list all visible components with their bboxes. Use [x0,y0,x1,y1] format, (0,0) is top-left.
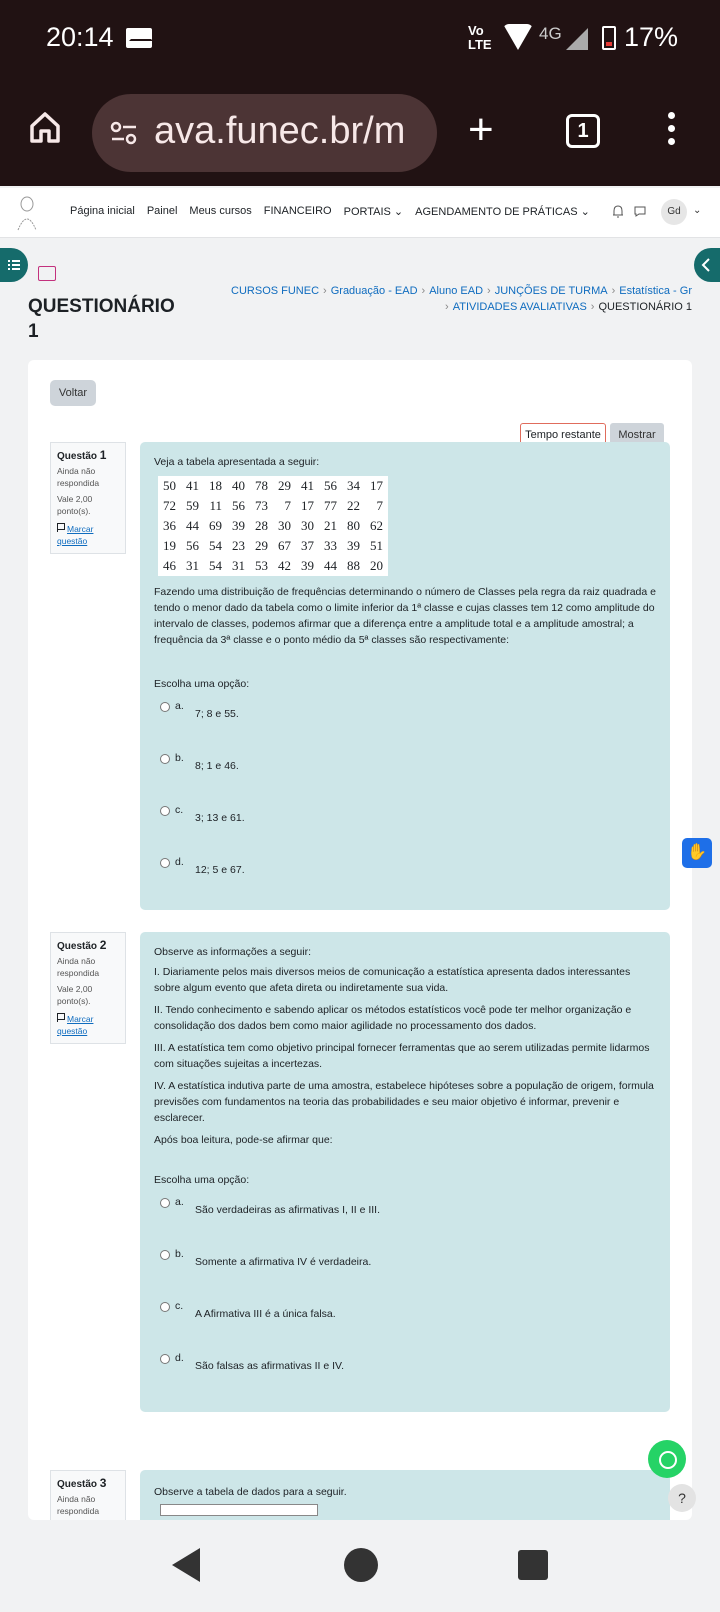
chevron-right-icon: › [487,285,491,297]
chevron-right-icon: › [323,285,327,297]
table-cell: 46 [163,558,176,573]
table-cell: 53 [255,558,268,573]
user-avatar[interactable]: Gd [661,199,687,225]
chevron-right-icon: › [445,301,449,313]
url-bar[interactable] [92,94,437,172]
breadcrumb-item[interactable]: Estatística - Gr [619,285,692,297]
status-bar [0,0,720,80]
table-cell: 30 [278,518,291,533]
chat-icon[interactable] [634,206,646,217]
browser-toolbar [0,80,720,186]
table-cell: 69 [209,518,222,533]
radio-button[interactable] [160,858,170,868]
choose-option-label: Escolha uma opção: [154,1174,250,1186]
radio-button[interactable] [160,754,170,764]
question-intro: Observe as informações a seguir: [154,946,311,958]
volte-indicator: Vo LTE [468,23,492,52]
chevron-left-icon [694,248,720,282]
table-cell: 29 [278,478,291,493]
question-status: Ainda não respondida [57,956,100,978]
answer-option[interactable]: d. 12; 5 e 67. [154,852,656,904]
question-number: Questão 1 [57,448,107,462]
new-tab-icon[interactable]: + [468,105,494,154]
show-timer-button[interactable]: Mostrar [610,423,664,448]
breadcrumb-item[interactable]: JUNÇÕES DE TURMA [494,285,608,297]
table-cell: 50 [163,478,176,493]
bell-icon[interactable] [612,205,624,218]
data-table [158,476,388,576]
question-points: Vale 2,00 ponto(s). [57,984,93,1006]
table-cell: 72 [163,498,176,513]
table-row [158,516,388,536]
table-cell: 39 [347,538,360,553]
question-content [140,932,670,1412]
table-cell: 88 [347,558,360,573]
recent-apps-icon[interactable] [518,1550,548,1580]
question-text: Fazendo uma distribuição de frequências determinando o número de Classes pela regra da raiz quadrada e tendo o menor dado da tabela como o limite inferior da 1ª classe e cujas classes tem 12 como amplitude do intervalo de classes, podemos afirmar que a diferença entre a amplitude total e a amplitude amostral; a frequência da 3ª classe e o ponto médio da 5ª classes são respectivamente: [154,586,656,646]
table-cell: 54 [209,558,222,573]
table-cell: 78 [255,478,268,493]
table-cell: 7 [284,498,291,513]
radio-button[interactable] [160,1250,170,1260]
table-cell: 44 [324,558,337,573]
nav-portais[interactable]: PORTAIS ⌄ [343,206,404,218]
table-cell: 41 [186,478,199,493]
nav-links [64,205,596,218]
table-cell: 33 [324,538,337,553]
table-cell: 34 [347,478,360,493]
battery-icon [602,26,616,50]
network-type: 4G [539,24,562,43]
question-number: Questão 2 [57,938,107,952]
nav-financeiro[interactable]: FINANCEIRO [263,205,332,217]
list-icon [0,248,28,282]
answer-option[interactable]: a. 7; 8 e 55. [154,696,656,748]
statement: II. Tendo conhecimento e sabendo aplicar os métodos estatísticos você pode ter melhor organização e consolidação dos dados bem como maior agilidade no processamento dos dados. [154,1004,632,1032]
table-cell: 56 [232,498,245,513]
question-info [50,442,126,554]
table-cell: 39 [301,558,314,573]
answer-option[interactable]: c. A Afirmativa III é a única falsa. [154,1296,656,1348]
mail-icon [126,28,152,48]
table-cell: 28 [255,518,268,533]
radio-button[interactable] [160,702,170,712]
table-cell: 31 [232,558,245,573]
table-cell: 22 [347,498,360,513]
table-cell: 11 [209,498,222,513]
battery-percent: 17% [624,22,679,52]
question-info [50,1470,126,1520]
whatsapp-icon[interactable] [648,1440,686,1478]
statement: IV. A estatística indutiva parte de uma amostra, estabelece hipóteses sobre a população de origem, formula previsões com fundamentos na teoria das probabilidades e seu maior objetivo é informar, prevenir e esclarecer. [154,1080,654,1124]
nav-home[interactable]: Página inicial [70,205,135,217]
table-cell: 67 [278,538,291,553]
table-cell: 23 [232,538,245,553]
flag-icon [57,523,65,532]
table-cell: 31 [186,558,199,573]
radio-button[interactable] [160,1198,170,1208]
table-cell: 40 [232,478,245,493]
nav-dashboard[interactable]: Painel [146,205,178,217]
answer-option[interactable]: b. Somente a afirmativa IV é verdadeira. [154,1244,656,1296]
site-settings-icon[interactable] [110,120,138,146]
help-button[interactable]: ? [668,1484,696,1512]
table-cell: 7 [376,498,383,513]
table-cell: 37 [301,538,314,553]
system-nav-bar [0,1520,720,1612]
table-cell: 21 [324,518,337,533]
table-cell: 20 [370,558,383,573]
table-cell: 80 [347,518,360,533]
table-cell: 42 [278,558,291,573]
question-content [140,442,670,910]
page-title: QUESTIONÁRIO 1 [28,296,175,342]
site-logo[interactable] [12,192,42,232]
url-text: ava.funec.br/m [154,110,406,152]
site-navbar [0,188,720,238]
table-cell: 56 [324,478,337,493]
answer-option[interactable]: a. São verdadeiras as afirmativas I, II e III. [154,1192,656,1244]
table-row [158,476,388,496]
answer-option[interactable]: d. São falsas as afirmativas II e IV. [154,1348,656,1400]
more-menu-icon[interactable] [668,112,676,152]
breadcrumb [200,283,692,315]
home-button-icon[interactable] [344,1548,378,1582]
statement: I. Diariamente pelos mais diversos meios de comunicação a estatística apresenta dados interessantes sobre algum evento que afeta direta ou indiretamente sua vida. [154,966,631,994]
answer-option[interactable]: c. 3; 13 e 61. [154,800,656,852]
chevron-right-icon: › [590,301,595,313]
flag-icon [57,1013,65,1022]
table-cell: 17 [370,478,383,493]
back-button[interactable]: Voltar [50,380,96,406]
flag-question-link[interactable]: Marcar questão [57,1014,94,1036]
breadcrumb-item[interactable]: CURSOS FUNEC [231,285,320,297]
table-cell: 19 [163,538,176,553]
table-row [158,496,388,516]
radio-button[interactable] [160,1302,170,1312]
chevron-down-icon[interactable]: ⌄ [693,205,702,216]
quiz-main [28,360,692,1520]
sign-language-icon[interactable]: ✋ [682,838,712,868]
table-row [158,536,388,556]
flag-question-link[interactable]: Marcar questão [57,524,94,546]
table-cell: 30 [301,518,314,533]
table-cell: 44 [186,518,199,533]
table-cell: 41 [301,478,314,493]
table-cell: 73 [255,498,268,513]
statement: III. A estatística tem como objetivo principal fornecer ferramentas que ao serem utilizadas permite lidarmos com situações sujeitas a incertezas. [154,1042,650,1070]
back-icon[interactable] [172,1548,200,1582]
tab-switcher-button[interactable]: 1 [566,114,600,148]
signal-icon [566,28,588,50]
question-after: Após boa leitura, pode-se afirmar que: [154,1134,333,1146]
radio-button[interactable] [160,806,170,816]
breadcrumb-item[interactable]: ATIVIDADES AVALIATIVAS [452,301,587,313]
radio-button[interactable] [160,1354,170,1364]
answer-option[interactable]: b. 8; 1 e 46. [154,748,656,800]
home-icon[interactable] [28,110,62,144]
status-time: 20:14 [46,22,114,52]
question-points: Vale 2,00 ponto(s). [57,494,93,516]
table-row [158,556,388,576]
chevron-right-icon: › [611,285,616,297]
question-intro: Veja a tabela apresentada a seguir: [154,456,320,468]
question-content [140,1470,670,1520]
question-status: Ainda não respondida [57,466,100,488]
question-number: Questão 3 [57,1476,107,1490]
breadcrumb-item[interactable]: Aluno EAD [429,285,484,297]
table-cell: 54 [209,538,222,553]
block-drawer-toggle[interactable] [694,248,720,282]
nav-agendamento[interactable]: AGENDAMENTO DE PRÁTICAS ⌄ [415,206,590,218]
table-cell: 17 [301,498,314,513]
question-intro: Observe a tabela de dados para a seguir. [154,1486,347,1498]
table-cell: 36 [163,518,176,533]
breadcrumb-current: QUESTIONÁRIO 1 [598,301,692,313]
table-cell: 51 [370,538,383,553]
table-cell: 62 [370,518,383,533]
breadcrumb-item[interactable]: Graduação - EAD [330,285,418,297]
data-table [160,1504,318,1516]
question-info [50,932,126,1044]
wifi-icon [503,24,533,50]
table-cell: 56 [186,538,199,553]
choose-option-label: Escolha uma opção: [154,678,250,690]
table-cell: 18 [209,478,222,493]
table-cell: 29 [255,538,268,553]
time-remaining: Tempo restante [520,423,606,448]
table-cell: 77 [324,498,337,513]
quiz-icon [38,266,56,281]
course-index-toggle[interactable] [0,248,28,282]
question-status: Ainda não respondida [57,1494,100,1516]
nav-my-courses[interactable]: Meus cursos [189,205,252,217]
table-cell: 59 [186,498,199,513]
table-cell: 39 [232,518,245,533]
chevron-right-icon: › [421,285,426,297]
